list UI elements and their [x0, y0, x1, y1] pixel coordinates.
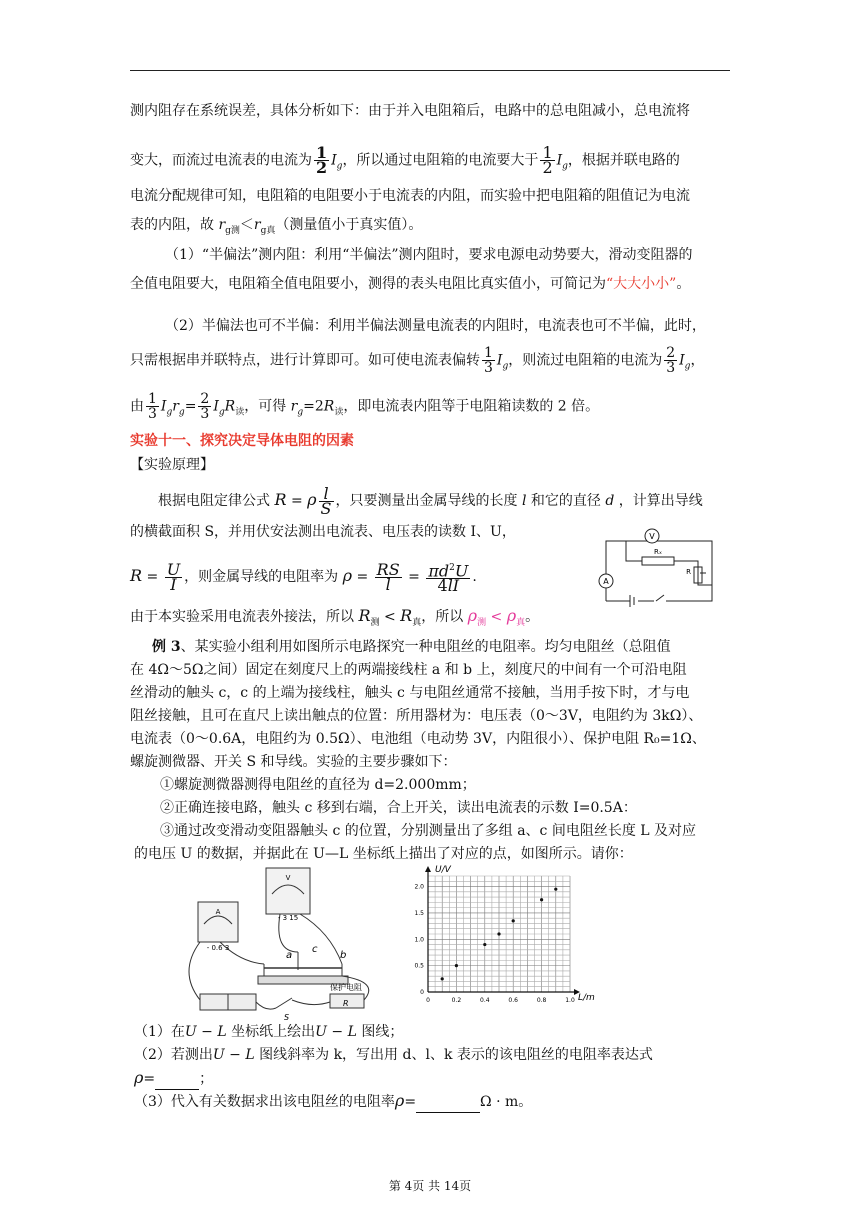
- circuit-r-label: R: [686, 568, 691, 576]
- x-tick-label: 0.6: [508, 997, 518, 1004]
- terminal-a: a: [286, 950, 293, 961]
- y-axis-label: U/V: [435, 865, 451, 875]
- para2-line2: 全值电阻要大，电阻箱全值电阻要小，测得的表头电阻比真实值小，可简记为“大大小小”。: [130, 276, 691, 292]
- question-1: （1）在U − L 坐标纸上绘出U − L 图线；: [134, 1024, 404, 1040]
- principle-line3: R = $\frac{U}{I}$ ，则金属导线的电阻率为 ρ = $\frac{RS}{l}$ = $\frac{\pi d^2U}{4lI}$ .: [130, 559, 477, 596]
- ammeter-label: A: [215, 908, 221, 916]
- data-point: [497, 932, 500, 935]
- terminal-b: b: [340, 950, 347, 961]
- example-line4: 阻丝接触，且可在直尺上读出触点的位置：所用器材为：电压表（0～3V，电阻约为 3kΩ）、: [130, 708, 703, 724]
- y-tick-label: 0.5: [414, 962, 424, 970]
- para3-line3: 由 $\frac{1}{3}$ $I_gr_g=$ $\frac{2}{3}$ $I_gR_读$，可得 $r_g=2R_读$，即电流表内阻等于电阻箱读数的 2 倍。: [130, 391, 600, 422]
- answer-blank-3[interactable]: [416, 1092, 480, 1113]
- highlight-text: “大大小小”: [606, 276, 677, 292]
- principle-line2: 的横截面积 S，并用伏安法测出电流表、电压表的读数 I、U，: [130, 524, 516, 540]
- step-3-cont: 的电压 U 的数据，并据此在 U—L 坐标纸上描出了对应的点，如图所示。请你：: [134, 846, 633, 862]
- chart-axes: [425, 866, 580, 995]
- ammeter-scale: - 0.6 3: [206, 944, 230, 952]
- terminal-c: c: [312, 944, 318, 955]
- para1-line4: 表的内阻，故 $r_{g测}<r_{g真}$（测量值小于真实值）。: [130, 217, 423, 236]
- data-point: [512, 919, 515, 922]
- answer-blank-2[interactable]: [155, 1069, 199, 1090]
- x-tick-label: 1.0: [565, 997, 575, 1004]
- data-point: [540, 898, 543, 901]
- step-3: ③通过改变滑动变阻器触头 c 的位置，分别测量出了多组 a、c 间电阻丝长度 L 及对应: [160, 823, 697, 839]
- para1-line3: 电流分配规律可知，电阻箱的电阻要小于电流表的内阻，而实验中把电阻箱的阻值记为电流: [130, 188, 690, 204]
- example-line3: 丝滑动的触头 c，c 的上端为接线柱，触头 c 与电阻丝通常不接触，当用手按下时，才与电: [130, 685, 690, 701]
- circuit-a-label: A: [603, 577, 609, 586]
- data-point: [483, 943, 486, 946]
- protect-resistor-label: 保护电阻: [330, 983, 362, 992]
- circuit-v-label: V: [649, 532, 655, 541]
- apparatus-figure: [180, 862, 420, 1022]
- step-2: ②正确连接电路，触头 c 移到右端，合上开关，读出电流表的示数 I=0.5A：: [160, 800, 637, 816]
- example-line5: 电流表（0～0.6A，电阻约为 0.5Ω）、电池组（电动势 3V，内阻很小）、保护电阻 R₀=1Ω、: [130, 731, 706, 747]
- chart-ticks: [414, 884, 574, 1004]
- step-1: ①螺旋测微器测得电阻丝的直径为 d=2.000mm；: [160, 777, 476, 793]
- section-subtitle: 【实验原理】: [130, 457, 214, 473]
- y-tick-label: 2.0: [414, 883, 424, 891]
- data-point: [441, 977, 444, 980]
- voltmeter-label: V: [285, 874, 291, 882]
- example-line6: 螺旋测微器、开关 S 和导线。实验的主要步骤如下：: [130, 754, 457, 770]
- x-tick-label: 0.8: [536, 997, 547, 1004]
- page-footer: 第 4页 共 14页: [388, 1179, 472, 1193]
- x-axis-label: L/m: [578, 993, 595, 1003]
- header-rule: [130, 70, 730, 71]
- circuit-rx-label: Rₓ: [654, 548, 662, 556]
- para3-line1: （2）半偏法也可不半偏：利用半偏法测量电流表的内阻时，电流表也可不半偏，此时，: [165, 318, 706, 334]
- voltmeter-scale: - 3 15: [277, 914, 299, 922]
- para3-line2: 只需根据串并联特点，进行计算即可。如可使电流表偏转 $\frac{1}{3}$ $I_g$，则流过电阻箱的电流为 $\frac{2}{3}$ $I_g$，: [130, 345, 705, 376]
- para2-line1: （1）“半偏法”测内阻：利用“半偏法”测内阻时，要求电源电动势要大，滑动变阻器的: [165, 247, 693, 263]
- para1-line1: 测内阻存在系统误差，具体分析如下：由于并入电阻箱后，电路中的总电阻减小，总电流将: [130, 103, 690, 119]
- section-title: 实验十一、探究决定导体电阻的因素: [130, 433, 354, 449]
- question-3: （3）代入有关数据求出该电阻丝的电阻率ρ= Ω · m。: [134, 1091, 532, 1113]
- data-point: [554, 888, 557, 891]
- y-tick-label: 1.5: [414, 909, 424, 917]
- para1-line2: 变大，而流过电流表的电流为 $\frac{1}{2}$ $I_g$，所以通过电阻箱的电流要大于 $\frac{1}{2}$ $I_g$，根据并联电路的: [130, 143, 680, 177]
- switch-label: S: [284, 1013, 290, 1022]
- resistor-label: R: [343, 999, 349, 1008]
- x-tick-label: 0.4: [480, 997, 490, 1004]
- data-point: [455, 964, 458, 967]
- y-tick-label: 1.0: [414, 936, 424, 944]
- question-2: （2）若测出U − L 图线斜率为 k，写出用 d、l、k 表示的该电阻丝的电阻率表达式: [134, 1047, 653, 1063]
- question-2-answer: ρ= ；: [134, 1068, 213, 1090]
- y-axis-arrow: [425, 866, 431, 872]
- x-tick-label: 0.2: [451, 997, 462, 1004]
- principle-line4: 由于本实验采用电流表外接法，所以 $R_测 < R_真$，所以 $\rho_测 < \rho_真$。: [130, 606, 540, 628]
- circuit-diagram: [594, 523, 724, 609]
- u-l-chart: [390, 860, 595, 1026]
- example-line1: 例 3、某实验小组利用如图所示电路探究一种电阻丝的电阻率。均匀电阻丝（总阻值: [152, 639, 671, 655]
- y-tick-label: 0: [420, 989, 424, 996]
- example-line2: 在 4Ω～5Ω之间）固定在刻度尺上的两端接线柱 a 和 b 上，刻度尺的中间有一个可沿电阻: [130, 662, 687, 678]
- x-tick-label: 0: [426, 997, 430, 1004]
- principle-line1: 根据电阻定律公式 R = ρ $\frac{l}{S}$ ，只要测量出金属导线的长度 l 和它的直径 d ，计算出导线: [158, 483, 703, 518]
